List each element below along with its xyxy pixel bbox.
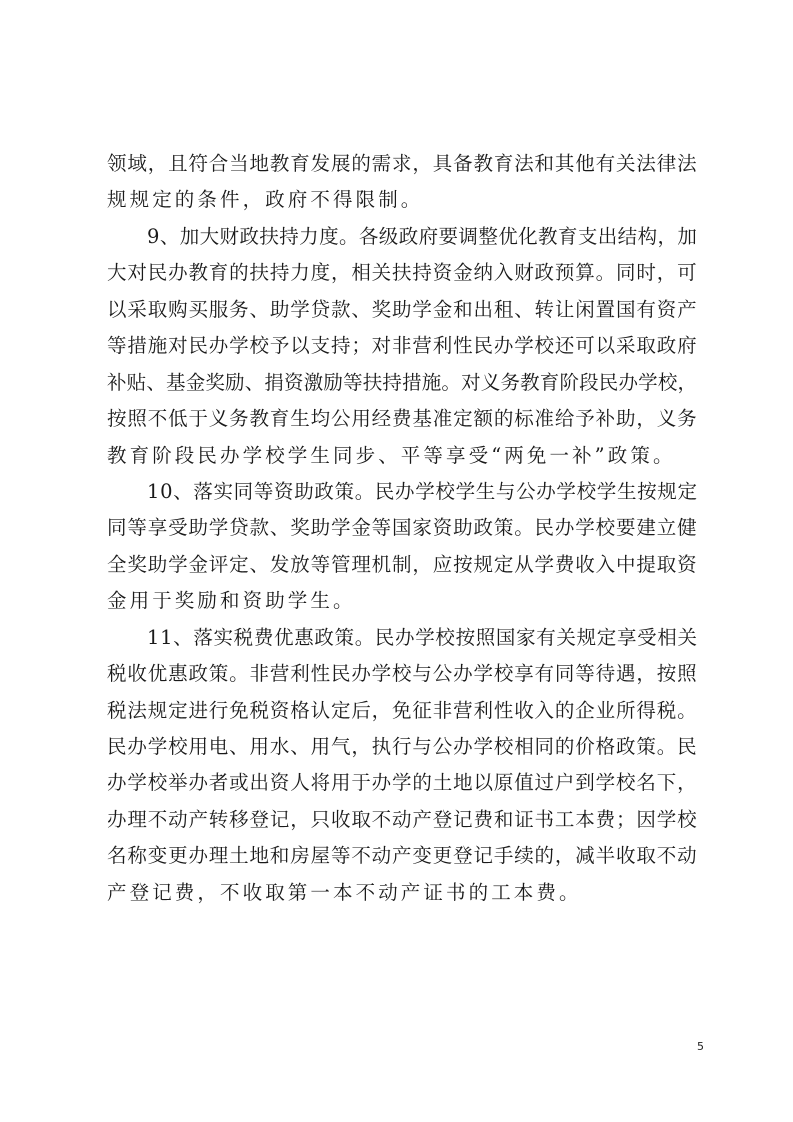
text-line: 名 称 变 更 办 理 土 地 和 房 屋 等 不 动 产 变 更 登 记 手 续 的 ， 减 半 收 取 不 动 [107, 844, 697, 868]
text-line: 产登记费，不收取第一本不动产证书的工本费。 [107, 880, 582, 904]
text-line: 按 照 不 低 于 义 务 教 育 生 均 公 用 经 费 基 准 定 额 的 标 准 给 予 补 助 ， 义 务 [107, 407, 697, 431]
text-line: 办 理 不 动 产 转 移 登 记 ， 只 收 取 不 动 产 登 记 费 和 证 书 工 本 费 ； 因 学 校 [107, 807, 697, 831]
text-line: 教育阶段民办学校学生同步、平等享受“两免一补”政策。 [107, 443, 676, 467]
body-text [107, 146, 697, 911]
text-line: 补 贴 、 基 金 奖 励 、 捐 资 激 励 等 扶 持 措 施 。 对 义 务 教 育 阶 段 民 办 学 校 ， [107, 370, 697, 394]
text-line: 大 对 民 办 教 育 的 扶 持 力 度 ， 相 关 扶 持 资 金 纳 入 财 政 预 算 。 同 时 ， 可 [107, 261, 697, 285]
text-line: 民 办 学 校 用 电 、 用 水 、 用 气 ， 执 行 与 公 办 学 校 相 同 的 价 格 政 策 。 民 [107, 735, 697, 758]
text-line: 以 采 取 购 买 服 务 、 助 学 贷 款 、 奖 助 学 金 和 出 租 、 转 让 闲 置 国 有 资 产 [107, 297, 697, 321]
text-line: 等 措 施 对 民 办 学 校 予 以 支 持 ； 对 非 营 利 性 民 办 学 校 还 可 以 采 取 政 府 [107, 334, 697, 358]
text-line: 同 等 享 受 助 学 贷 款 、 奖 助 学 金 等 国 家 资 助 政 策 。 民 办 学 校 要 建 立 健 [107, 516, 697, 540]
text-line: 1 1 、 落 实 税 费 优 惠 政 策 。 民 办 学 校 按 照 国 家 有 关 规 定 享 受 相 关 [147, 625, 697, 649]
text-line: 税 法 规 定 进 行 免 税 资 格 认 定 后 ， 免 征 非 营 利 性 收 入 的 企 业 所 得 税 。 [107, 698, 697, 722]
text-line: 金用于奖励和资助学生。 [107, 589, 356, 613]
text-line: 1 0 、 落 实 同 等 资 助 政 策 。 民 办 学 校 学 生 与 公 办 学 校 学 生 按 规 定 [147, 479, 697, 503]
text-line: 规规定的条件，政府不得限制。 [107, 188, 424, 212]
page-number: 5 [697, 1040, 704, 1053]
text-line: 办 学 校 举 办 者 或 出 资 人 将 用 于 办 学 的 土 地 以 原 值 过 户 到 学 校 名 下 ， [107, 771, 697, 795]
text-line: 9 、 加 大 财 政 扶 持 力 度 。 各 级 政 府 要 调 整 优 化 教 育 支 出 结 构 ， 加 [147, 224, 697, 248]
text-line: 领 域 ， 且 符 合 当 地 教 育 发 展 的 需 求 ， 具 备 教 育 法 和 其 他 有 关 法 律 法 [107, 152, 697, 175]
text-line: 税 收 优 惠 政 策 。 非 营 利 性 民 办 学 校 与 公 办 学 校 享 有 同 等 待 遇 ， 按 照 [107, 662, 697, 686]
text-line: 全 奖 助 学 金 评 定 、 发 放 等 管 理 机 制 ， 应 按 规 定 从 学 费 收 入 中 提 取 资 [107, 552, 697, 576]
